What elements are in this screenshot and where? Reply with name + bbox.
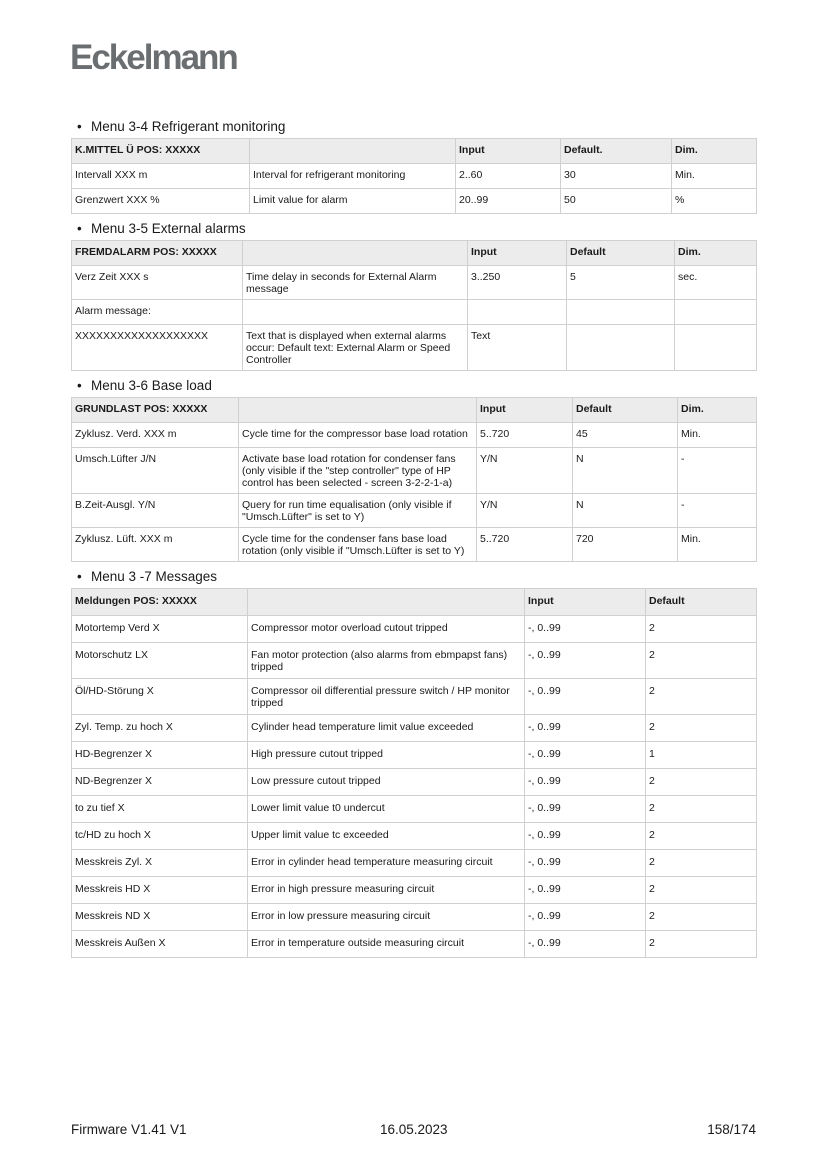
cell: to zu tief X — [72, 796, 248, 823]
cell: 2 — [646, 904, 757, 931]
cell: Grenzwert XXX % — [72, 189, 250, 214]
cell: 5..720 — [477, 528, 573, 562]
document-content — [71, 118, 756, 964]
cell: Min. — [678, 528, 757, 562]
cell: 2 — [646, 679, 757, 715]
cell: tc/HD zu hoch X — [72, 823, 248, 850]
cell: Verz Zeit XXX s — [72, 266, 243, 300]
table-row — [72, 904, 757, 931]
table-row — [72, 164, 757, 189]
cell: Interval for refrigerant monitoring — [250, 164, 456, 189]
cell: 5 — [567, 266, 675, 300]
cell: 2 — [646, 850, 757, 877]
cell: Upper limit value tc exceeded — [248, 823, 525, 850]
cell: -, 0..99 — [525, 850, 646, 877]
cell: 2 — [646, 715, 757, 742]
cell: Y/N — [477, 494, 573, 528]
table-row — [72, 528, 757, 562]
cell — [468, 300, 567, 325]
footer-date: 16.05.2023 — [380, 1122, 448, 1137]
table-messages — [71, 588, 757, 958]
cell: -, 0..99 — [525, 796, 646, 823]
cell: Alarm message: — [72, 300, 243, 325]
cell: -, 0..99 — [525, 823, 646, 850]
cell — [243, 300, 468, 325]
table-row — [72, 931, 757, 958]
cell: Error in temperature outside measuring circuit — [248, 931, 525, 958]
cell: -, 0..99 — [525, 904, 646, 931]
cell: Min. — [672, 164, 757, 189]
table-row — [72, 877, 757, 904]
company-logo: Eckelmann — [70, 38, 237, 77]
header-cell — [239, 398, 477, 423]
table-row — [72, 742, 757, 769]
table-header-row — [72, 398, 757, 423]
cell: Min. — [678, 423, 757, 448]
header-cell: Dim. — [678, 398, 757, 423]
cell: Limit value for alarm — [250, 189, 456, 214]
cell: Zyl. Temp. zu hoch X — [72, 715, 248, 742]
cell: Intervall XXX m — [72, 164, 250, 189]
cell: 45 — [573, 423, 678, 448]
table-row — [72, 423, 757, 448]
table-external-alarms — [71, 240, 757, 371]
cell: - — [678, 448, 757, 494]
cell: -, 0..99 — [525, 679, 646, 715]
cell: Zyklusz. Lüft. XXX m — [72, 528, 239, 562]
header-cell: K.MITTEL Ü POS: XXXXX — [72, 139, 250, 164]
cell: -, 0..99 — [525, 931, 646, 958]
cell: Error in cylinder head temperature measuring circuit — [248, 850, 525, 877]
cell: -, 0..99 — [525, 616, 646, 643]
cell: XXXXXXXXXXXXXXXXXXX — [72, 325, 243, 371]
cell: 5..720 — [477, 423, 573, 448]
header-cell — [243, 241, 468, 266]
header-cell: Default. — [561, 139, 672, 164]
table-row — [72, 189, 757, 214]
cell: Time delay in seconds for External Alarm message — [243, 266, 468, 300]
footer-firmware: Firmware V1.41 V1 — [71, 1122, 187, 1137]
cell: Y/N — [477, 448, 573, 494]
table-row — [72, 715, 757, 742]
cell: sec. — [675, 266, 757, 300]
cell: Messkreis ND X — [72, 904, 248, 931]
cell: -, 0..99 — [525, 643, 646, 679]
cell: 2..60 — [456, 164, 561, 189]
cell: % — [672, 189, 757, 214]
footer-page-number: 158/174 — [707, 1122, 756, 1137]
table-row — [72, 823, 757, 850]
cell: Messkreis Außen X — [72, 931, 248, 958]
cell — [567, 300, 675, 325]
section-title: • Menu 3-4 Refrigerant monitoring — [77, 119, 286, 134]
cell: Text — [468, 325, 567, 371]
cell: 3..250 — [468, 266, 567, 300]
cell: 2 — [646, 823, 757, 850]
cell: 2 — [646, 877, 757, 904]
table-row — [72, 796, 757, 823]
cell — [675, 325, 757, 371]
section-title: • Menu 3-6 Base load — [77, 378, 212, 393]
table-header-row — [72, 241, 757, 266]
cell: N — [573, 448, 678, 494]
cell: Zyklusz. Verd. XXX m — [72, 423, 239, 448]
cell: 20..99 — [456, 189, 561, 214]
table-row — [72, 448, 757, 494]
cell: Cylinder head temperature limit value exceeded — [248, 715, 525, 742]
cell: Activate base load rotation for condenser fans (only visible if the "step controller" type of HP control has been selected - screen 3-2-2-1-a) — [239, 448, 477, 494]
cell: Messkreis HD X — [72, 877, 248, 904]
cell: HD-Begrenzer X — [72, 742, 248, 769]
cell: 2 — [646, 643, 757, 679]
cell: Low pressure cutout tripped — [248, 769, 525, 796]
table-refrigerant-monitoring — [71, 138, 757, 214]
table-row — [72, 325, 757, 371]
cell: Öl/HD-Störung X — [72, 679, 248, 715]
header-cell: GRUNDLAST POS: XXXXX — [72, 398, 239, 423]
section-title: • Menu 3-5 External alarms — [77, 221, 246, 236]
cell: -, 0..99 — [525, 877, 646, 904]
cell: Lower limit value t0 undercut — [248, 796, 525, 823]
section-title: • Menu 3 -7 Messages — [77, 569, 218, 584]
header-cell: Input — [468, 241, 567, 266]
cell: Motortemp Verd X — [72, 616, 248, 643]
cell — [567, 325, 675, 371]
header-cell: Input — [477, 398, 573, 423]
cell: 30 — [561, 164, 672, 189]
cell: 50 — [561, 189, 672, 214]
header-cell: Input — [525, 589, 646, 616]
header-cell: Meldungen POS: XXXXX — [72, 589, 248, 616]
table-row — [72, 494, 757, 528]
table-row — [72, 679, 757, 715]
cell: -, 0..99 — [525, 715, 646, 742]
page-footer — [71, 1122, 756, 1140]
cell: N — [573, 494, 678, 528]
table-row — [72, 769, 757, 796]
header-cell: Default — [573, 398, 678, 423]
header-cell: Dim. — [672, 139, 757, 164]
cell: 2 — [646, 616, 757, 643]
cell: 1 — [646, 742, 757, 769]
table-row — [72, 266, 757, 300]
header-cell: Default — [646, 589, 757, 616]
cell: B.Zeit-Ausgl. Y/N — [72, 494, 239, 528]
cell: Cycle time for the compressor base load rotation — [239, 423, 477, 448]
cell: Motorschutz LX — [72, 643, 248, 679]
cell: Cycle time for the condenser fans base load rotation (only visible if "Umsch.Lüfter is set to Y) — [239, 528, 477, 562]
cell: Fan motor protection (also alarms from ebmpapst fans) tripped — [248, 643, 525, 679]
table-base-load — [71, 397, 757, 562]
table-row — [72, 300, 757, 325]
cell: 720 — [573, 528, 678, 562]
table-header-row — [72, 589, 757, 616]
cell: Compressor oil differential pressure switch / HP monitor tripped — [248, 679, 525, 715]
cell: Compressor motor overload cutout tripped — [248, 616, 525, 643]
header-cell: FREMDALARM POS: XXXXX — [72, 241, 243, 266]
table-row — [72, 850, 757, 877]
header-cell: Dim. — [675, 241, 757, 266]
cell: - — [678, 494, 757, 528]
cell: -, 0..99 — [525, 769, 646, 796]
table-row — [72, 616, 757, 643]
cell: ND-Begrenzer X — [72, 769, 248, 796]
cell: 2 — [646, 796, 757, 823]
header-cell: Input — [456, 139, 561, 164]
cell: Text that is displayed when external alarms occur: Default text: External Alarm or Speed Controller — [243, 325, 468, 371]
cell: Error in low pressure measuring circuit — [248, 904, 525, 931]
cell: Messkreis Zyl. X — [72, 850, 248, 877]
cell: Umsch.Lüfter J/N — [72, 448, 239, 494]
table-header-row — [72, 139, 757, 164]
table-row — [72, 643, 757, 679]
cell: Query for run time equalisation (only visible if "Umsch.Lüfter" is set to Y) — [239, 494, 477, 528]
cell: High pressure cutout tripped — [248, 742, 525, 769]
cell: 2 — [646, 931, 757, 958]
cell: Error in high pressure measuring circuit — [248, 877, 525, 904]
cell: 2 — [646, 769, 757, 796]
cell — [675, 300, 757, 325]
cell: -, 0..99 — [525, 742, 646, 769]
header-cell: Default — [567, 241, 675, 266]
header-cell — [248, 589, 525, 616]
header-cell — [250, 139, 456, 164]
